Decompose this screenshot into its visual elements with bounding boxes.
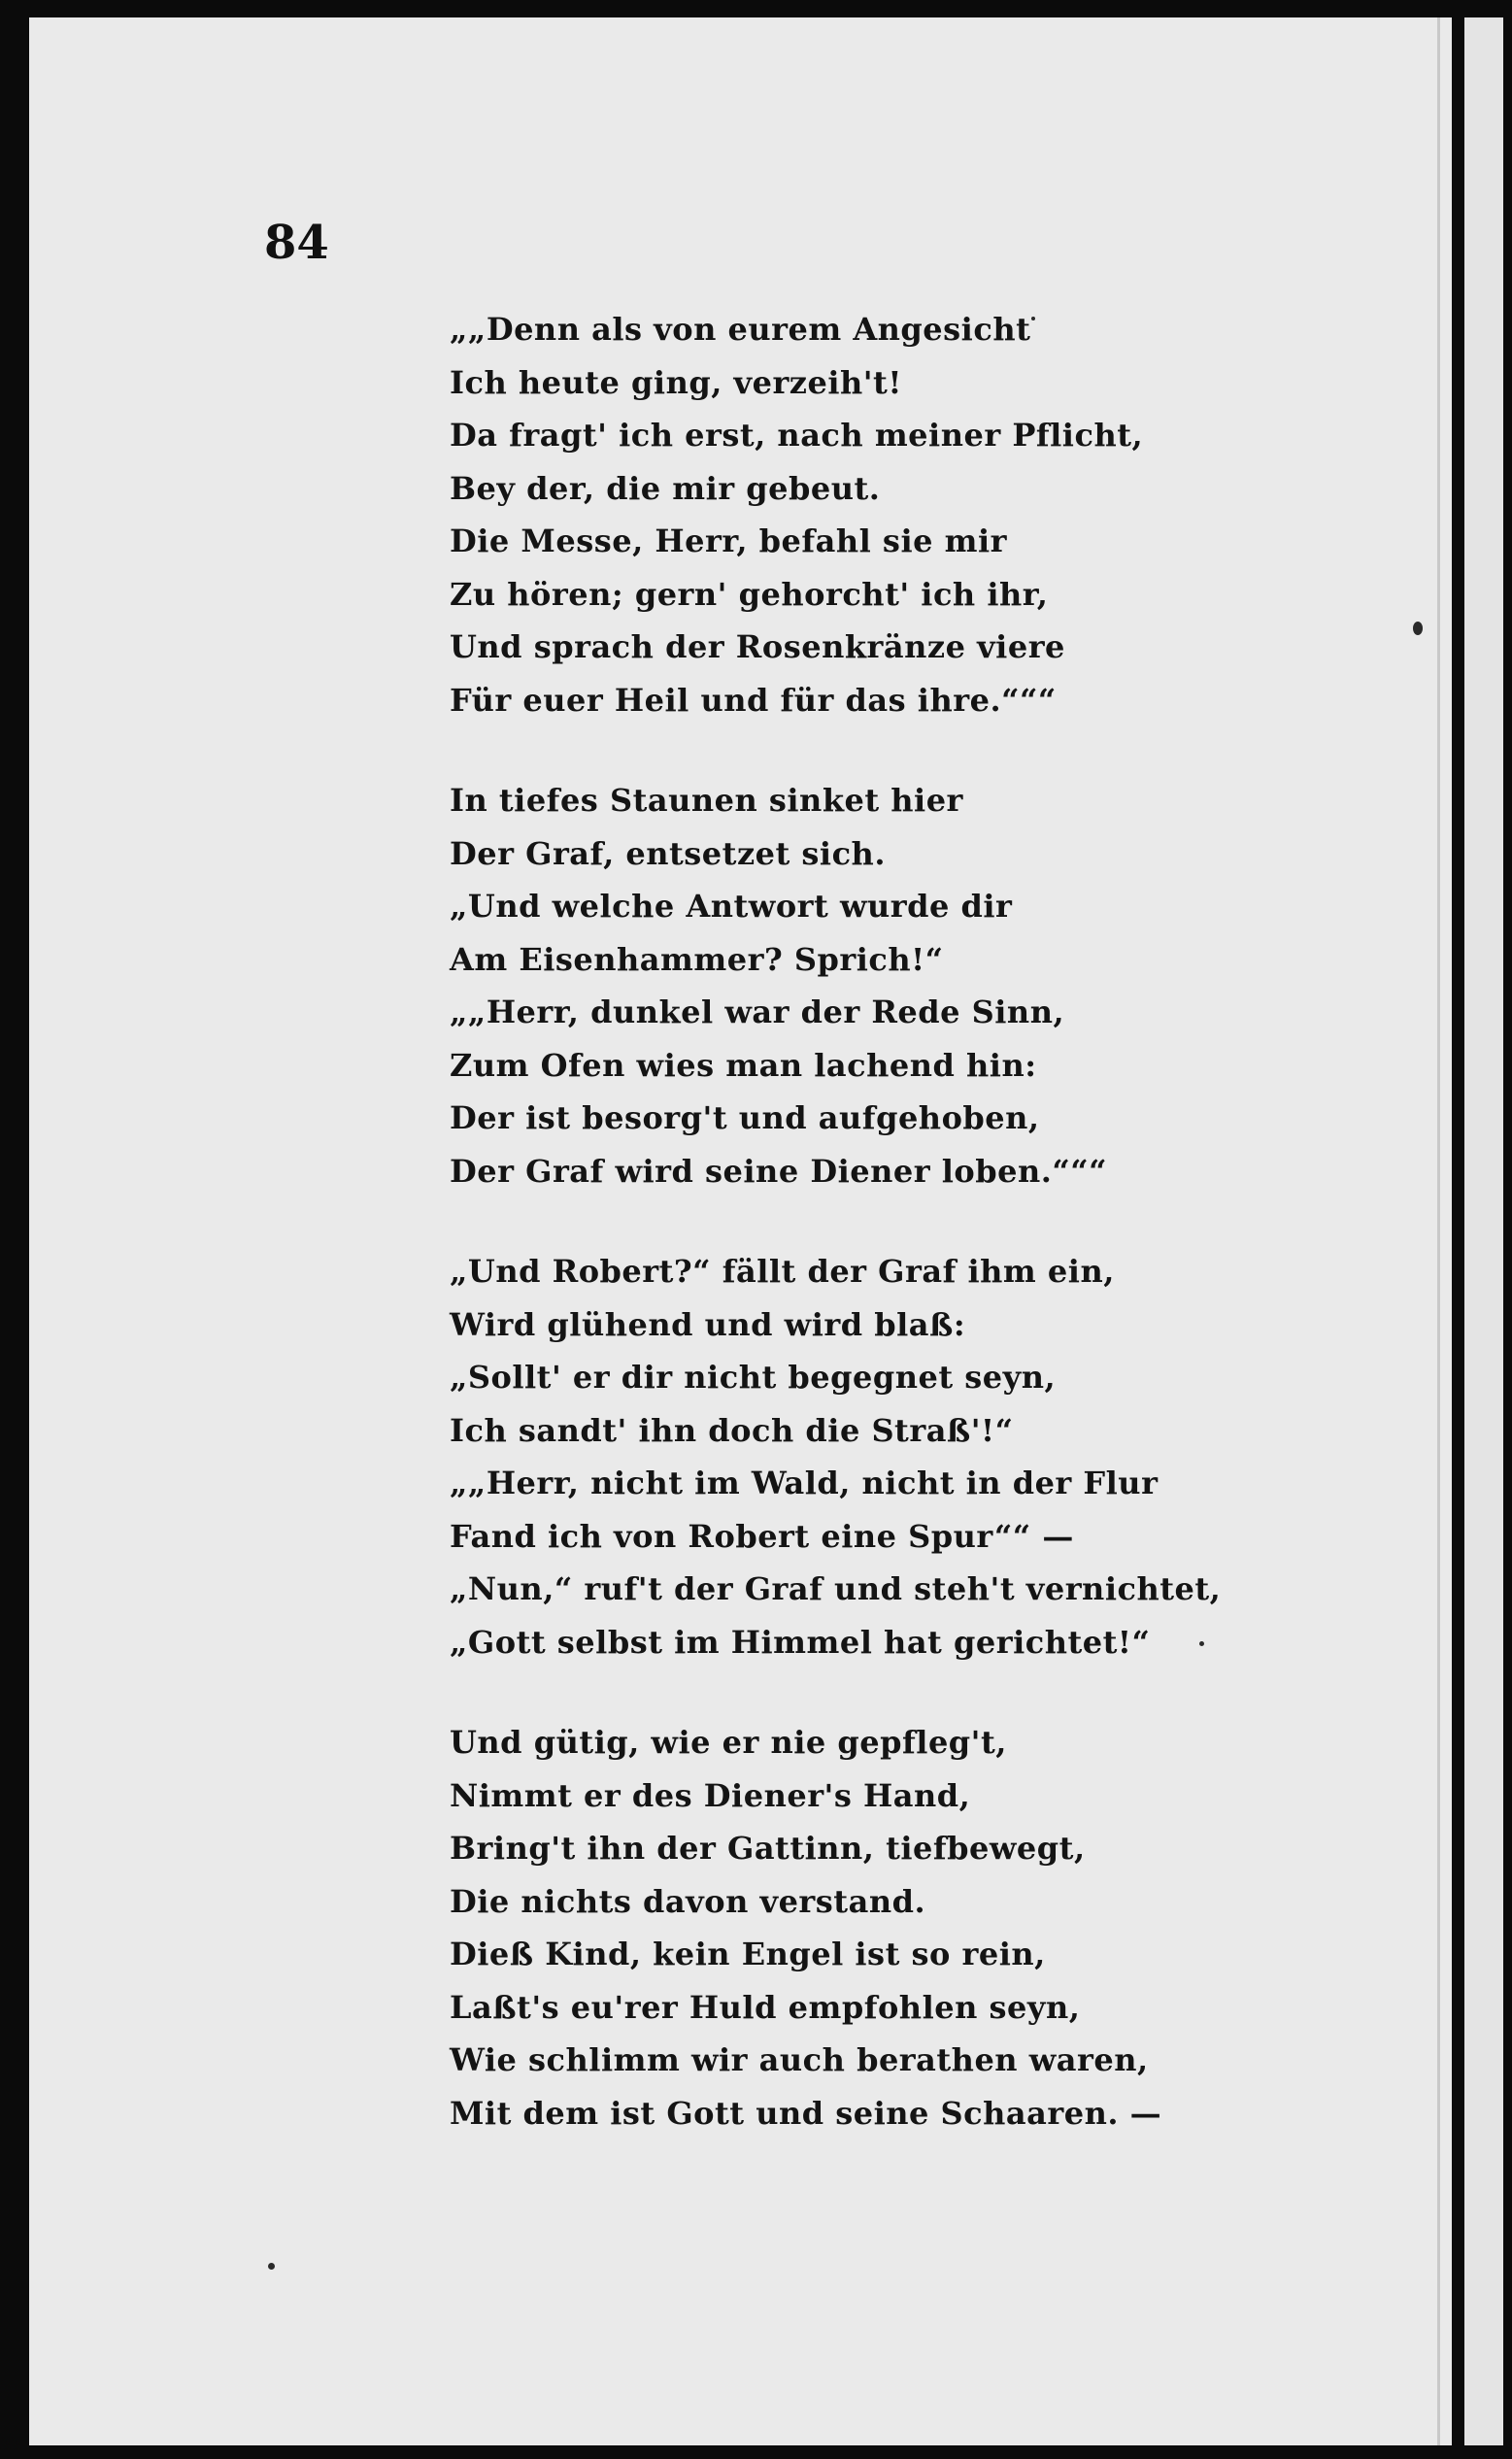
adjacent-page-edge xyxy=(1464,17,1503,2445)
verse-line: Bring't ihn der Gattinn, tiefbewegt, xyxy=(450,1830,1086,1867)
verse-line: Wird glühend und wird blaß: xyxy=(450,1305,966,1343)
verse-line: „Nun,“ ruf't der Graf und steh't vernichtet, xyxy=(450,1570,1222,1607)
verse-line: Am Eisenhammer? Sprich!“ xyxy=(450,940,944,978)
verse-line: „„Herr, nicht im Wald, nicht in der Flur xyxy=(450,1465,1159,1501)
poem-text xyxy=(450,303,1222,2187)
page-gutter-line xyxy=(1437,17,1440,2445)
stanza-4 xyxy=(450,1716,1207,2139)
verse-line: „Und Robert?“ fällt der Graf ihm ein, xyxy=(450,1253,1115,1290)
verse-line: „„Denn als von eurem Angesicht xyxy=(450,311,1031,348)
verse-line: Laßt's eu'rer Huld empfohlen seyn, xyxy=(450,1988,1081,2026)
verse-line: Die Messe, Herr, befahl sie mir xyxy=(450,522,1007,559)
verse-line: Und gütig, wie er nie gepfleg't, xyxy=(450,1724,1007,1761)
verse-line: „Und welche Antwort wurde dir xyxy=(450,888,1013,925)
verse-line: Ich heute ging, verzeih't! xyxy=(450,363,902,401)
scan-speck xyxy=(1199,1641,1204,1646)
verse-line: Nimmt er des Diener's Hand, xyxy=(450,1776,971,1814)
scan-speck xyxy=(1031,317,1035,320)
verse-line: Ich sandt' ihn doch die Straß'!“ xyxy=(450,1411,1014,1449)
verse-line: Und sprach der Rosenkränze viere xyxy=(450,628,1065,665)
scan-speck xyxy=(268,2263,275,2270)
stanza-1 xyxy=(450,303,1207,726)
verse-line: In tiefes Staunen sinket hier xyxy=(450,782,963,819)
verse-line: Der ist besorg't und aufgehoben, xyxy=(450,1099,1040,1136)
verse-line: Da fragt' ich erst, nach meiner Pflicht, xyxy=(450,417,1144,454)
verse-line: Mit dem ist Gott und seine Schaaren. — xyxy=(450,2094,1162,2132)
page-number: 84 xyxy=(264,216,329,270)
verse-line: Wie schlimm wir auch berathen waren, xyxy=(450,2041,1149,2078)
verse-line: Zum Ofen wies man lachend hin: xyxy=(450,1046,1037,1084)
verse-line: „„Herr, dunkel war der Rede Sinn, xyxy=(450,994,1065,1030)
verse-line: Zu hören; gern' gehorcht' ich ihr, xyxy=(450,575,1049,613)
verse-line: Die nichts davon verstand. xyxy=(450,1882,926,1920)
verse-line: „Sollt' er dir nicht begegnet seyn, xyxy=(450,1359,1057,1396)
verse-line: Dieß Kind, kein Engel ist so rein, xyxy=(450,1936,1046,1972)
verse-line: „Gott selbst im Himmel hat gerichtet!“ xyxy=(450,1623,1151,1661)
verse-line: Für euer Heil und für das ihre.“““ xyxy=(450,681,1057,719)
stanza-2 xyxy=(450,774,1207,1197)
verse-line: Der Graf, entsetzet sich. xyxy=(450,834,886,872)
verse-line: Der Graf wird seine Diener loben.“““ xyxy=(450,1152,1108,1190)
stanza-3 xyxy=(450,1245,1222,1668)
verse-line: Fand ich von Robert eine Spur““ — xyxy=(450,1517,1074,1555)
scan-speck xyxy=(1413,622,1423,635)
verse-line: Bey der, die mir gebeut. xyxy=(450,469,881,507)
